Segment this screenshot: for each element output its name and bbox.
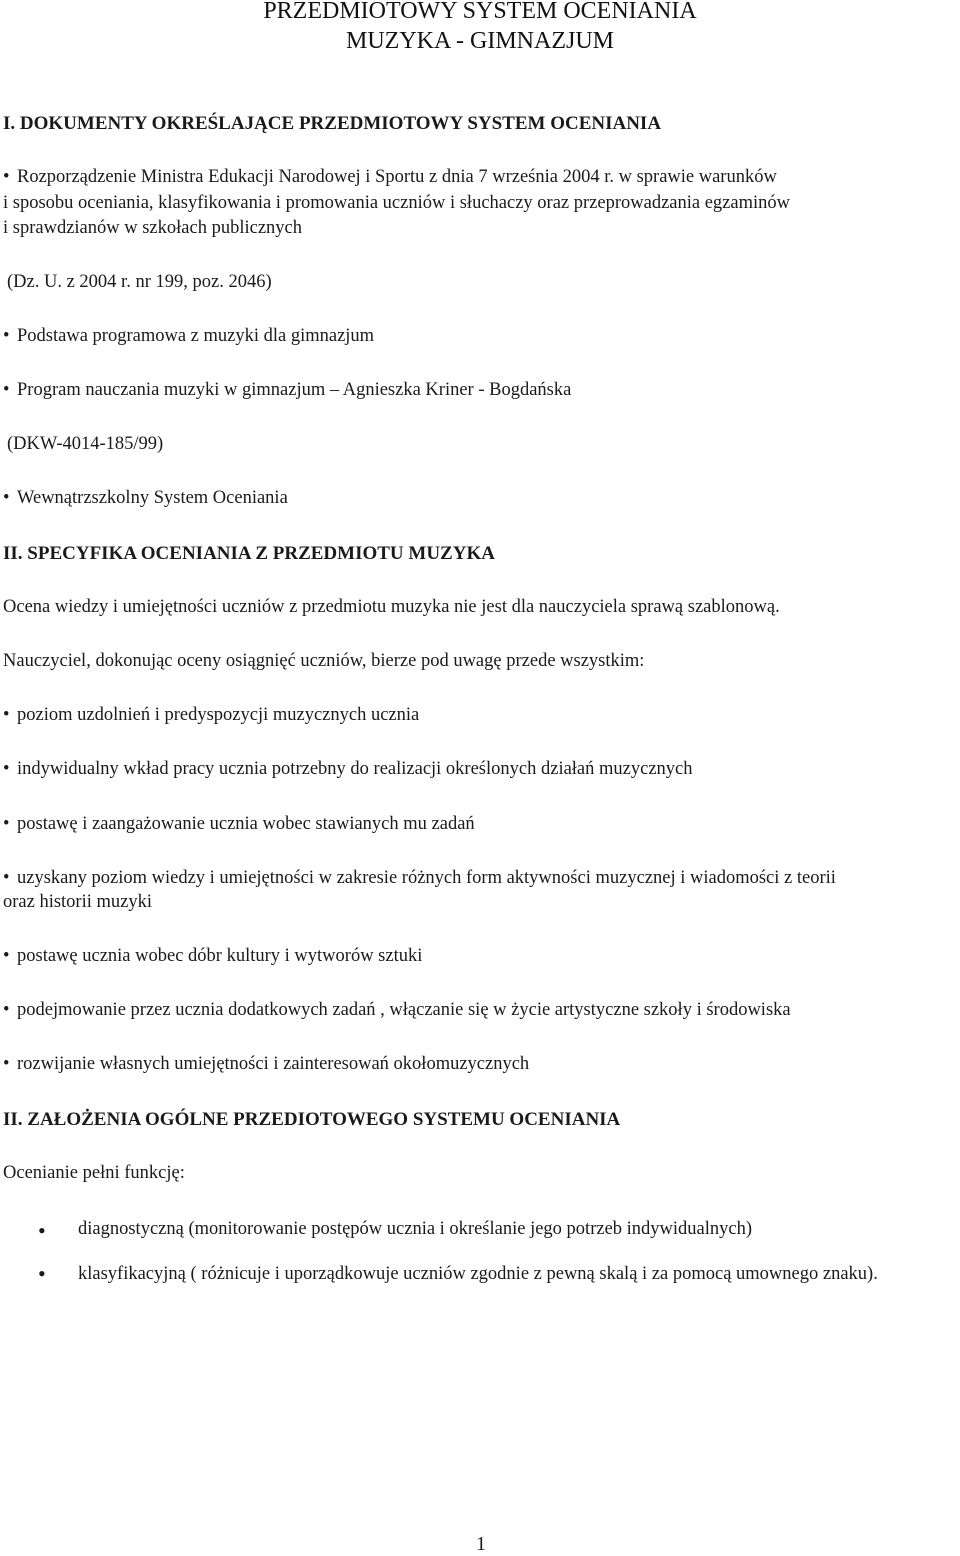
bullet-icon bbox=[3, 326, 17, 347]
bullet-icon bbox=[3, 759, 17, 780]
bullet-icon bbox=[3, 380, 17, 401]
list-item-continuation: oraz historii muzyki bbox=[3, 892, 152, 912]
regulation-line2: i sposobu oceniania, klasyfikowania i promowania uczniów i słuchaczy oraz przeprowadzania egzaminów bbox=[3, 193, 790, 213]
list-item: •podejmowanie przez ucznia dodatkowych zadań , włączanie się w życie artystyczne szkoły i środowiska bbox=[3, 1000, 791, 1021]
list-item: •uzyskany poziom wiedzy i umiejętności w zakresie różnych form aktywności muzycznej i wiadomości z teorii bbox=[3, 868, 836, 889]
function-classification: klasyfikacyjną ( różnicuje i uporządkowuje uczniów zgodnie z pewną skalą i za pomocą umownego znaku). bbox=[78, 1264, 878, 1284]
bullet-icon bbox=[3, 488, 17, 509]
bullet-icon: • bbox=[38, 1218, 46, 1243]
list-item: •postawę i zaangażowanie ucznia wobec stawianych mu zadań bbox=[3, 814, 475, 835]
section3-heading: II. ZAŁOŻENIA OGÓLNE PRZEDIOTOWEGO SYSTEMU OCENIANIA bbox=[3, 1109, 621, 1130]
list-item: •poziom uzdolnień i predyspozycji muzycznych ucznia bbox=[3, 705, 419, 726]
section1-heading: I. DOKUMENTY OKREŚLAJĄCE PRZEDMIOTOWY SYSTEM OCENIANIA bbox=[3, 113, 662, 134]
section2-paragraph2: Nauczyciel, dokonując oceny osiągnięć uczniów, bierze pod uwagę przede wszystkim: bbox=[3, 651, 645, 671]
page-number: 1 bbox=[476, 1533, 486, 1555]
bullet-icon bbox=[3, 868, 17, 889]
list-item: •rozwijanie własnych umiejętności i zainteresowań okołomuzycznych bbox=[3, 1054, 529, 1075]
list-item: •postawę ucznia wobec dóbr kultury i wytworów sztuki bbox=[3, 946, 422, 967]
bullet-icon bbox=[3, 1000, 17, 1021]
function-diagnostic: diagnostyczną (monitorowanie postępów ucznia i określanie jego potrzeb indywidualnych) bbox=[78, 1219, 753, 1239]
list-item-core-curriculum: •Podstawa programowa z muzyki dla gimnazjum bbox=[3, 326, 374, 347]
bullet-icon bbox=[3, 814, 17, 835]
teaching-program-reference: (DKW-4014-185/99) bbox=[7, 434, 164, 454]
list-item-school-grading-system: •Wewnątrzszkolny System Oceniania bbox=[3, 488, 288, 509]
bullet-icon bbox=[3, 1054, 17, 1075]
document-title-line1: PRZEDMIOTOWY SYSTEM OCENIANIA bbox=[263, 0, 697, 24]
regulation-reference: (Dz. U. z 2004 r. nr 199, poz. 2046) bbox=[7, 272, 272, 292]
bullet-icon bbox=[3, 167, 17, 188]
list-item: •indywidualny wkład pracy ucznia potrzebny do realizacji określonych działań muzycznych bbox=[3, 759, 693, 780]
document-title-line2: MUZYKA - GIMNAZJUM bbox=[346, 28, 614, 54]
section3-intro: Ocenianie pełni funkcję: bbox=[3, 1163, 185, 1183]
bullet-icon bbox=[3, 705, 17, 726]
section2-paragraph1: Ocena wiedzy i umiejętności uczniów z przedmiotu muzyka nie jest dla nauczyciela sprawą szablonową. bbox=[3, 597, 780, 617]
regulation-line1: •Rozporządzenie Ministra Edukacji Narodowej i Sportu z dnia 7 września 2004 r. w sprawie warunków bbox=[3, 167, 777, 188]
section2-heading: II. SPECYFIKA OCENIANIA Z PRZEDMIOTU MUZYKA bbox=[3, 543, 495, 564]
bullet-icon: • bbox=[38, 1261, 46, 1286]
regulation-line3: i sprawdzianów w szkołach publicznych bbox=[3, 218, 302, 238]
list-item-teaching-program: •Program nauczania muzyki w gimnazjum – Agnieszka Kriner - Bogdańska bbox=[3, 380, 571, 401]
bullet-icon bbox=[3, 946, 17, 967]
